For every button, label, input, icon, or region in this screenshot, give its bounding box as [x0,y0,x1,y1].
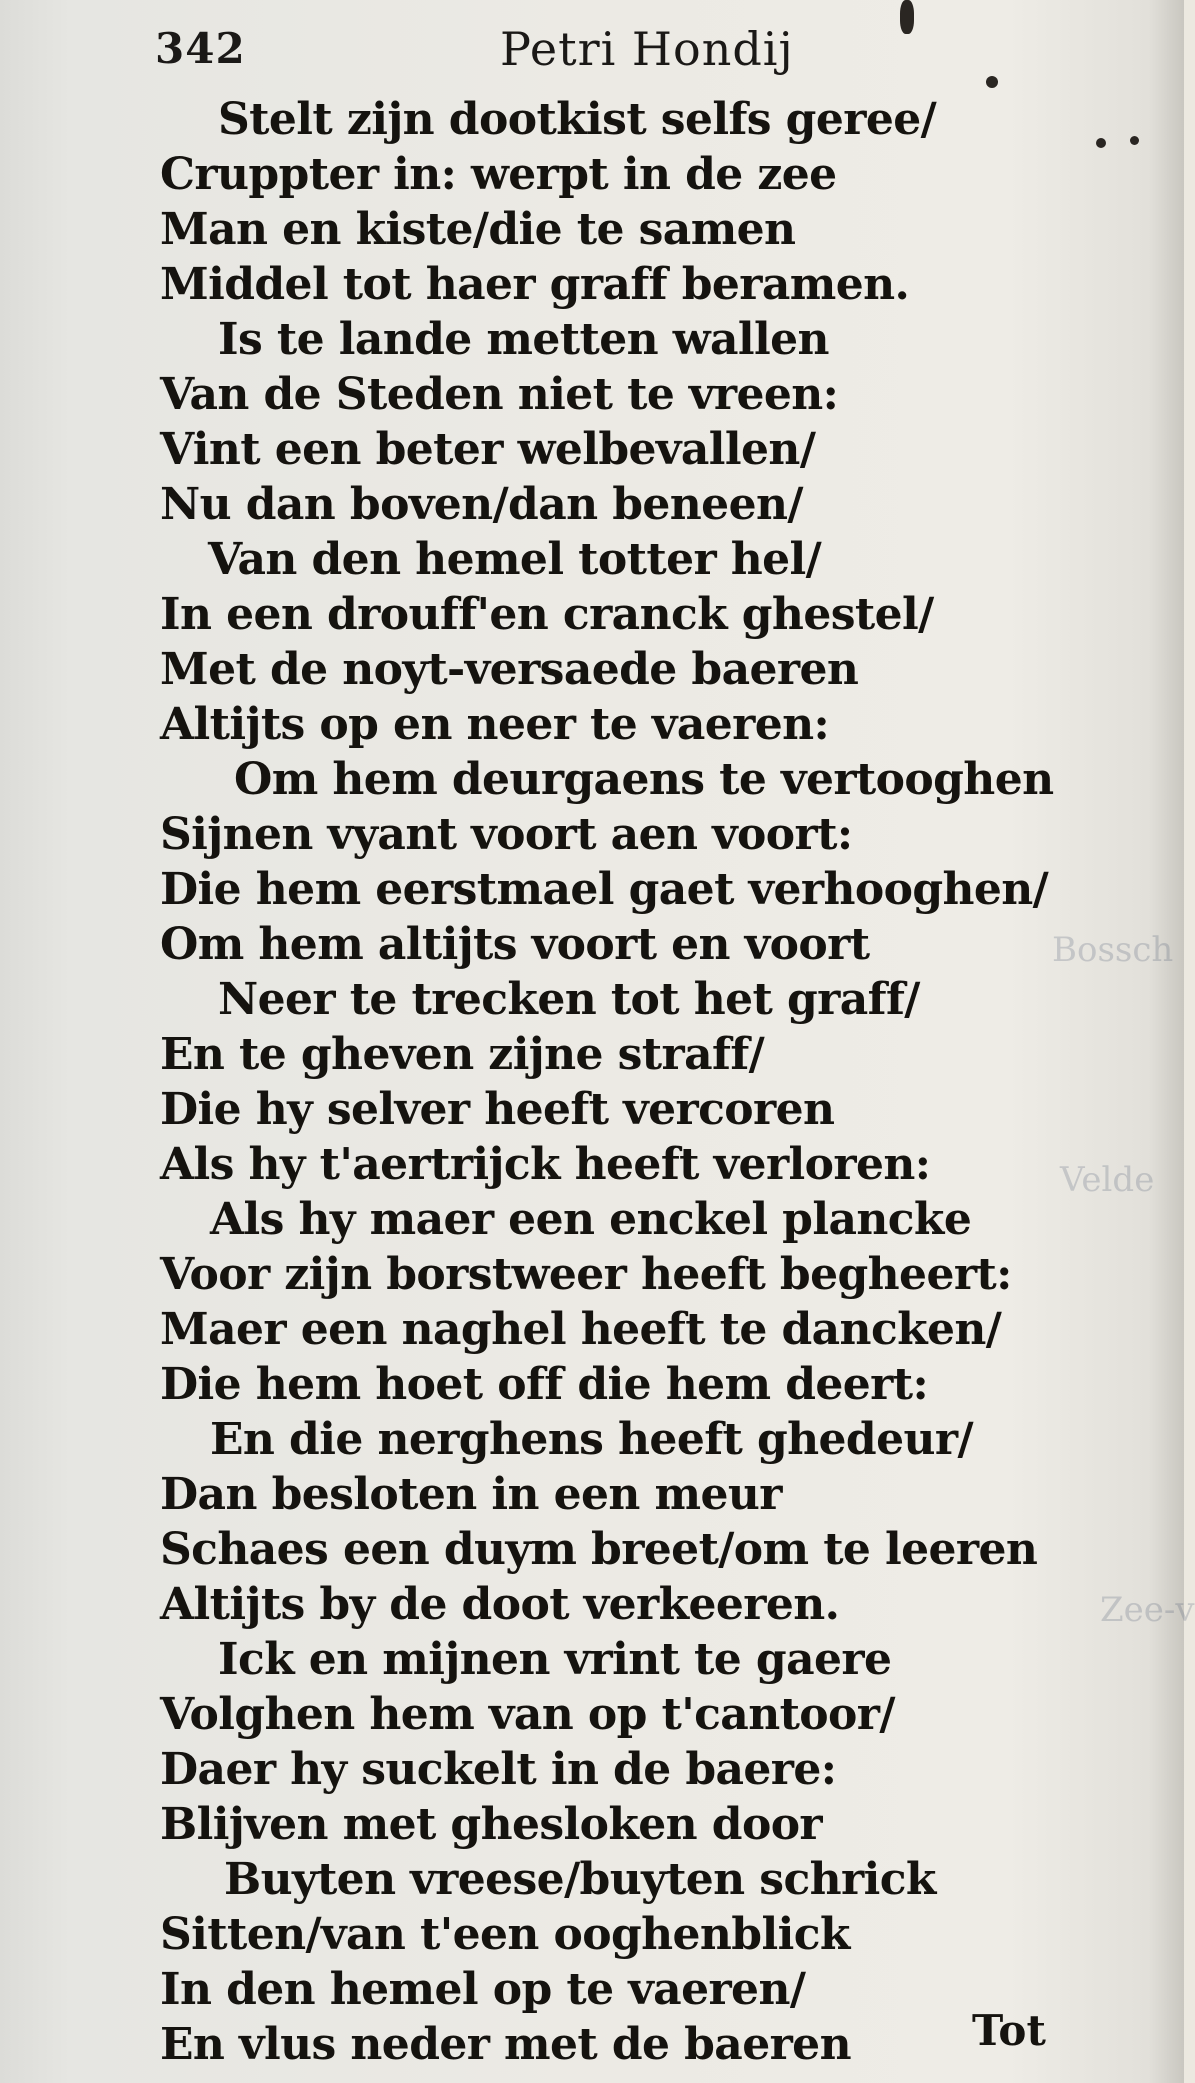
poem-line: Altijts by de doot verkeeren. [160,1579,840,1630]
poem-line: Maer een naghel heeft te dancken/ [160,1304,1002,1355]
poem-line: Middel tot haer graff beramen. [160,259,910,310]
poem-line: Buyten vreese/buyten schrick [224,1854,936,1905]
poem-line: Die hem eerstmael gaet verhooghen/ [160,864,1049,915]
poem-line: Stelt zijn dootkist selfs geree/ [218,94,937,145]
poem-line: Schaes een duym breet/om te leeren [160,1524,1038,1575]
poem-line: Om hem altijts voort en voort [160,919,870,970]
poem-line: Vint een beter welbevallen/ [160,424,816,475]
running-head: Petri Hondij [500,22,794,76]
poem-line: Sijnen vyant voort aen voort: [160,809,853,860]
poem-line: Volghen hem van op t'cantoor/ [160,1689,895,1740]
poem-line: En te gheven zijne straff/ [160,1029,765,1080]
poem-line: En die nerghens heeft ghedeur/ [210,1414,973,1465]
poem-line: In een drouff'en cranck ghestel/ [160,589,934,640]
poem-line: Man en kiste/die te samen [160,204,796,255]
poem-line: Is te lande metten wallen [218,314,829,365]
poem-line: Neer te trecken tot het graff/ [218,974,920,1025]
catchword: Tot [972,2006,1046,2055]
poem-line: Altijts op en neer te vaeren: [160,699,830,750]
poem-line: In den hemel op te vaeren/ [160,1964,806,2015]
poem-line: Ick en mijnen vrint te gaere [218,1634,892,1685]
poem-line: Die hy selver heeft vercoren [160,1084,835,1135]
poem-line: Om hem deurgaens te vertooghen [234,754,1054,805]
poem-line: Daer hy suckelt in de baere: [160,1744,837,1795]
poem-line: Die hem hoet off die hem deert: [160,1359,929,1410]
poem-line: Als hy t'aertrijck heeft verloren: [160,1139,931,1190]
poem-line: Van de Steden niet te vreen: [160,369,839,420]
bleed-word: Zee-v [1100,1590,1195,1630]
ink-spot [1130,136,1139,145]
bleed-word: Velde [1060,1160,1155,1200]
poem-line: Dan besloten in een meur [160,1469,782,1520]
ink-spot [900,0,914,34]
ink-spot [1096,138,1106,148]
poem-line: Met de noyt-versaede baeren [160,644,859,695]
poem-line: Cruppter in: werpt in de zee [160,149,837,200]
poem-line: Sitten/van t'een ooghenblick [160,1909,850,1960]
poem-line: Van den hemel totter hel/ [208,534,822,585]
poem-line: Als hy maer een enckel plancke [210,1194,972,1245]
poem-line: Voor zijn borstweer heeft begheert: [160,1249,1012,1300]
ink-spot [986,76,998,88]
poem-line: Blijven met ghesloken door [160,1799,823,1850]
bleed-word: Bossch [1052,930,1174,970]
poem-line: En vlus neder met de baeren [160,2019,851,2070]
page-number: 342 [155,24,246,73]
poem-line: Nu dan boven/dan beneen/ [160,479,803,530]
page-header [155,18,855,82]
